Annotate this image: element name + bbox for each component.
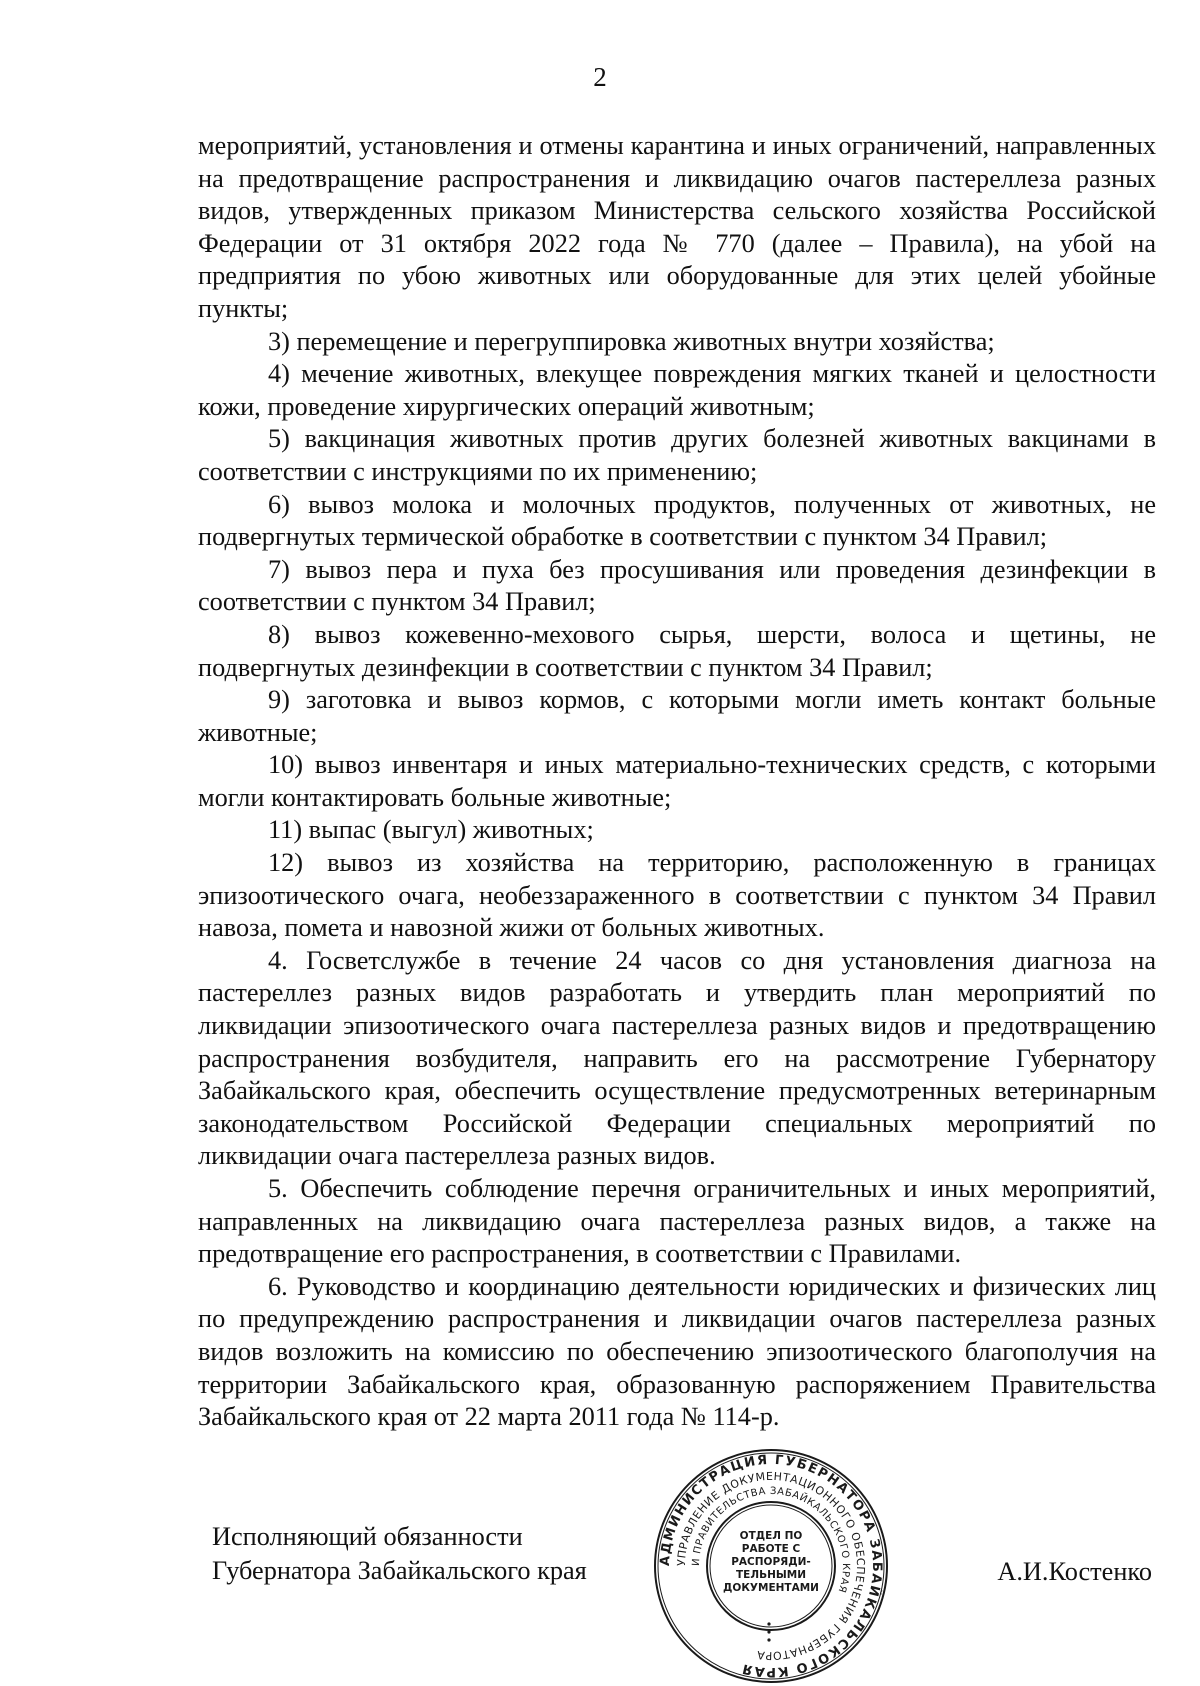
clause-5: 5. Обеспечить соблюдение перечня ограничительных и иных мероприятий, направленных на ликвидацию очага пастереллеза разных видов, а также на предотвращение его распространения, в соответствии с Правилами.: [198, 1174, 1156, 1269]
document-body: [198, 130, 1156, 1434]
paragraph-continuation: мероприятий, установления и отмены карантина и иных ограничений, направленных на предотвращение распространения и ликвидацию очагов пастереллеза разных видов, утвержденных приказом Министерства сельского хозяйства Российской Федерации от 31 октября 2022 года № 770 (далее – Правила), на убой на предприятия по убою животных или оборудованные для этих целей убойные пункты;: [198, 131, 1156, 323]
official-stamp: [651, 1446, 891, 1686]
stamp-inner-text: И ПРАВИТЕЛЬСТВА ЗАБАЙКАЛЬСКОГО КРАЯ: [690, 1485, 852, 1595]
list-item-8: 8) вывоз кожевенно-мехового сырья, шерсти, волоса и щетины, не подвергнутых дезинфекции в соответствии с пунктом 34 Правил;: [198, 619, 1156, 682]
list-item-9: 9) заготовка и вывоз кормов, с которыми могли иметь контакт больные животные;: [198, 685, 1156, 747]
list-item-4: 4) мечение животных, влекущее повреждения мягких тканей и целостности кожи, проведение хирургических операций животным;: [198, 359, 1156, 421]
stamp-center-text: ОТДЕЛ ПО РАБОТЕ С РАСПОРЯДИ- ТЕЛЬНЫМИ ДОКУМЕНТАМИ: [723, 1530, 819, 1594]
signatory-name: А.И.Костенко: [997, 1557, 1152, 1586]
list-item-12: 12) вывоз из хозяйства на территорию, расположенную в границах эпизоотического очага, необеззараженного в соответствии с пунктом 34 Правил навоза, помета и навозной жижи от больных животных.: [198, 848, 1156, 943]
list-item-6: 6) вывоз молока и молочных продуктов, полученных от животных, не подвергнутых термической обработке в соответствии с пунктом 34 Правил;: [198, 489, 1156, 552]
page-number: 2: [593, 62, 607, 92]
list-item-11: 11) выпас (выгул) животных;: [268, 815, 594, 845]
list-item-5: 5) вакцинация животных против других болезней животных вакцинами в соответствии с инструкциями по их применению;: [198, 424, 1156, 486]
list-item-7: 7) вывоз пера и пуха без просушивания или проведения дезинфекции в соответствии с пунктом 34 Правил;: [198, 554, 1156, 617]
stamp-middle-text: УПРАВЛЕНИЕ ДОКУМЕНТАЦИОННОГО ОБЕСПЕЧЕНИЯ ГУБЕРНАТОРА: [674, 1469, 868, 1663]
list-item-3: 3) перемещение и перегруппировка животных внутри хозяйства;: [268, 326, 995, 356]
stamp-seal-icon: [651, 1446, 891, 1686]
signatory-position: [212, 1520, 587, 1588]
list-item-10: 10) вывоз инвентаря и иных материально-технических средств, с которыми могли контактировать больные животные;: [198, 750, 1156, 812]
signatory-position-line1: Исполняющий обязанности: [212, 1522, 523, 1551]
clause-4: 4. Госветслужбе в течение 24 часов со дня установления диагноза на пастереллез разных видов разработать и утвердить план мероприятий по ликвидации эпизоотического очага пастереллеза разных видов и предотвращению распространения возбудителя, направить его на рассмотрение Губернатору Забайкальского края, обеспечить осуществление предусмотренных ветеринарным законодательством Российской Федерации специальных мероприятий по ликвидации очага пастереллеза разных видов.: [198, 945, 1156, 1171]
signatory-position-line2: Губернатора Забайкальского края: [212, 1556, 587, 1585]
stamp-outer-text: АДМИНИСТРАЦИЯ ГУБЕРНАТОРА ЗАБАЙКАЛЬСКОГО КРАЯ: [657, 1452, 885, 1680]
clause-6: 6. Руководство и координацию деятельности юридических и физических лиц по предупреждению распространения и ликвидации очагов пастереллеза разных видов возложить на комиссию по обеспечению эпизоотического благополучия на территории Забайкальского края, образованную распоряжением Правительства Забайкальского края от 22 марта 2011 года № 114-р.: [198, 1271, 1156, 1432]
